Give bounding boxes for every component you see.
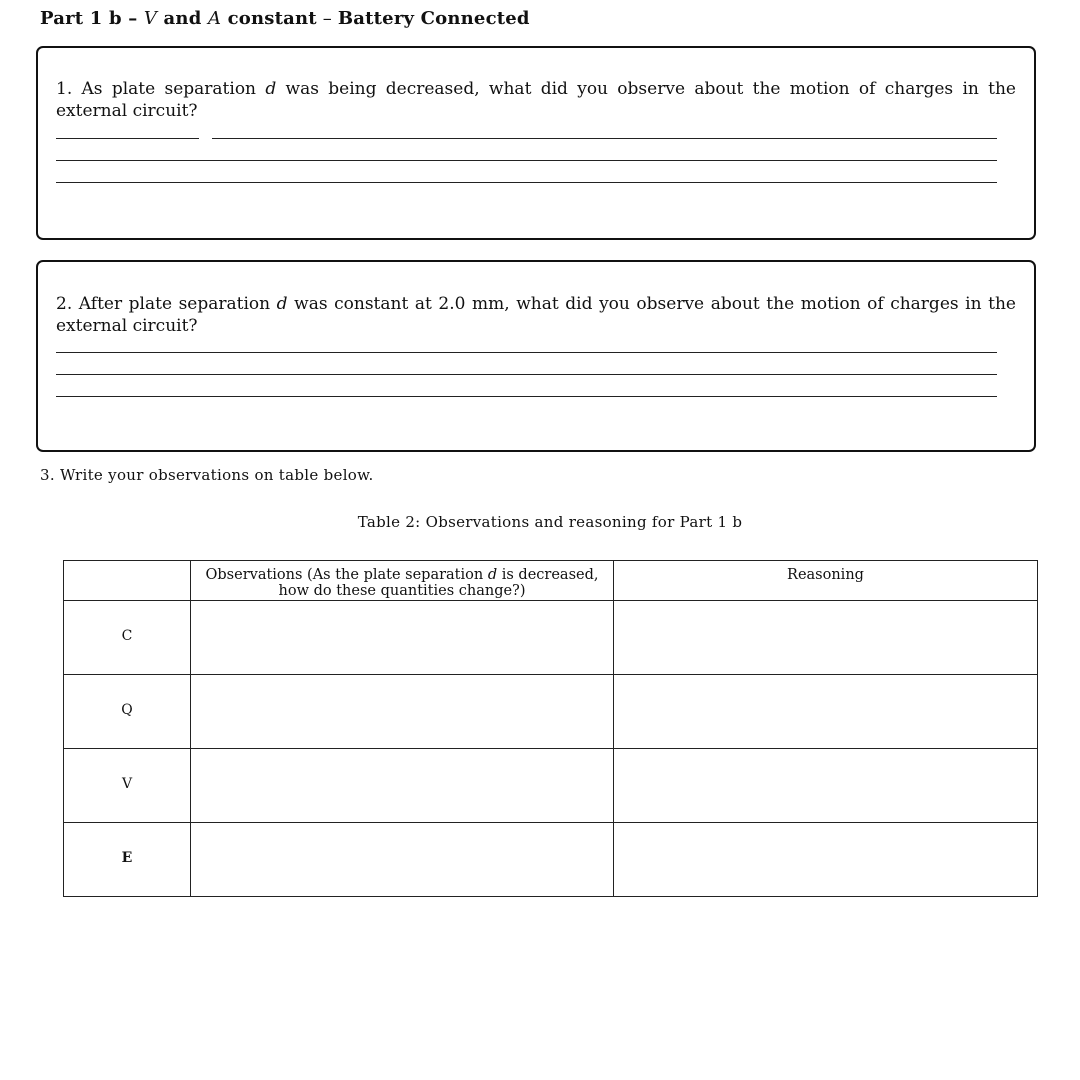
table-row <box>64 601 1038 675</box>
question-2-var: d <box>276 294 288 314</box>
answer-line[interactable] <box>212 138 997 139</box>
answer-line[interactable] <box>56 396 997 397</box>
header-observations-after: is decreased, how do these quantities change?) <box>278 567 599 599</box>
row-label-text: C <box>121 627 133 644</box>
heading-dash: – <box>316 8 338 29</box>
instruction-text: 3. Write your observations on table below. <box>40 466 374 484</box>
header-observations <box>191 561 614 601</box>
heading-var-v: V <box>143 8 158 29</box>
reasoning-cell[interactable] <box>614 749 1038 823</box>
answer-line[interactable] <box>56 374 997 375</box>
header-observations-var: d <box>487 567 498 583</box>
question-1-var: d <box>265 79 277 99</box>
observation-cell[interactable] <box>191 675 614 749</box>
table-caption: Table 2: Observations and reasoning for Part 1 b <box>357 513 743 531</box>
row-label <box>64 749 191 823</box>
table-row <box>64 823 1038 897</box>
observation-cell[interactable] <box>191 823 614 897</box>
observations-table <box>63 560 1038 897</box>
reasoning-cell[interactable] <box>614 823 1038 897</box>
answer-line[interactable] <box>56 160 997 161</box>
header-empty-cell <box>64 561 191 601</box>
header-reasoning: Reasoning <box>614 561 1038 601</box>
answer-line[interactable] <box>56 182 997 183</box>
observation-cell[interactable] <box>191 601 614 675</box>
section-heading <box>40 8 530 29</box>
row-label <box>64 601 191 675</box>
question-1-before: 1. As plate separation <box>56 79 266 99</box>
table-row <box>64 749 1038 823</box>
answer-line[interactable] <box>56 138 199 139</box>
heading-constant: constant <box>221 8 317 29</box>
table-row <box>64 675 1038 749</box>
row-label <box>64 675 191 749</box>
question-2-after: was constant at 2.0 mm, what did you observe about the motion of charges in the external circuit? <box>56 294 1016 336</box>
heading-title: Battery Connected <box>337 8 530 29</box>
row-label <box>64 823 191 897</box>
heading-var-a: A <box>207 8 222 29</box>
heading-prefix: Part 1 b – <box>40 8 144 29</box>
header-observations-before: Observations (As the plate separation <box>205 567 488 583</box>
observation-cell[interactable] <box>191 749 614 823</box>
row-label-text: E <box>121 849 133 866</box>
question-1-after: was being decreased, what did you observe about the motion of charges in the external circuit? <box>56 79 1016 121</box>
row-label-text: Q <box>121 701 133 718</box>
question-2-box <box>36 260 1036 452</box>
answer-line[interactable] <box>56 352 997 353</box>
heading-and: and <box>157 8 208 29</box>
table-header-row <box>64 561 1038 601</box>
row-label-text: V <box>121 775 133 792</box>
question-2-text <box>56 293 1016 337</box>
reasoning-cell[interactable] <box>614 601 1038 675</box>
question-1-box <box>36 46 1036 240</box>
reasoning-cell[interactable] <box>614 675 1038 749</box>
question-2-before: 2. After plate separation <box>56 294 277 314</box>
question-1-text <box>56 78 1016 122</box>
